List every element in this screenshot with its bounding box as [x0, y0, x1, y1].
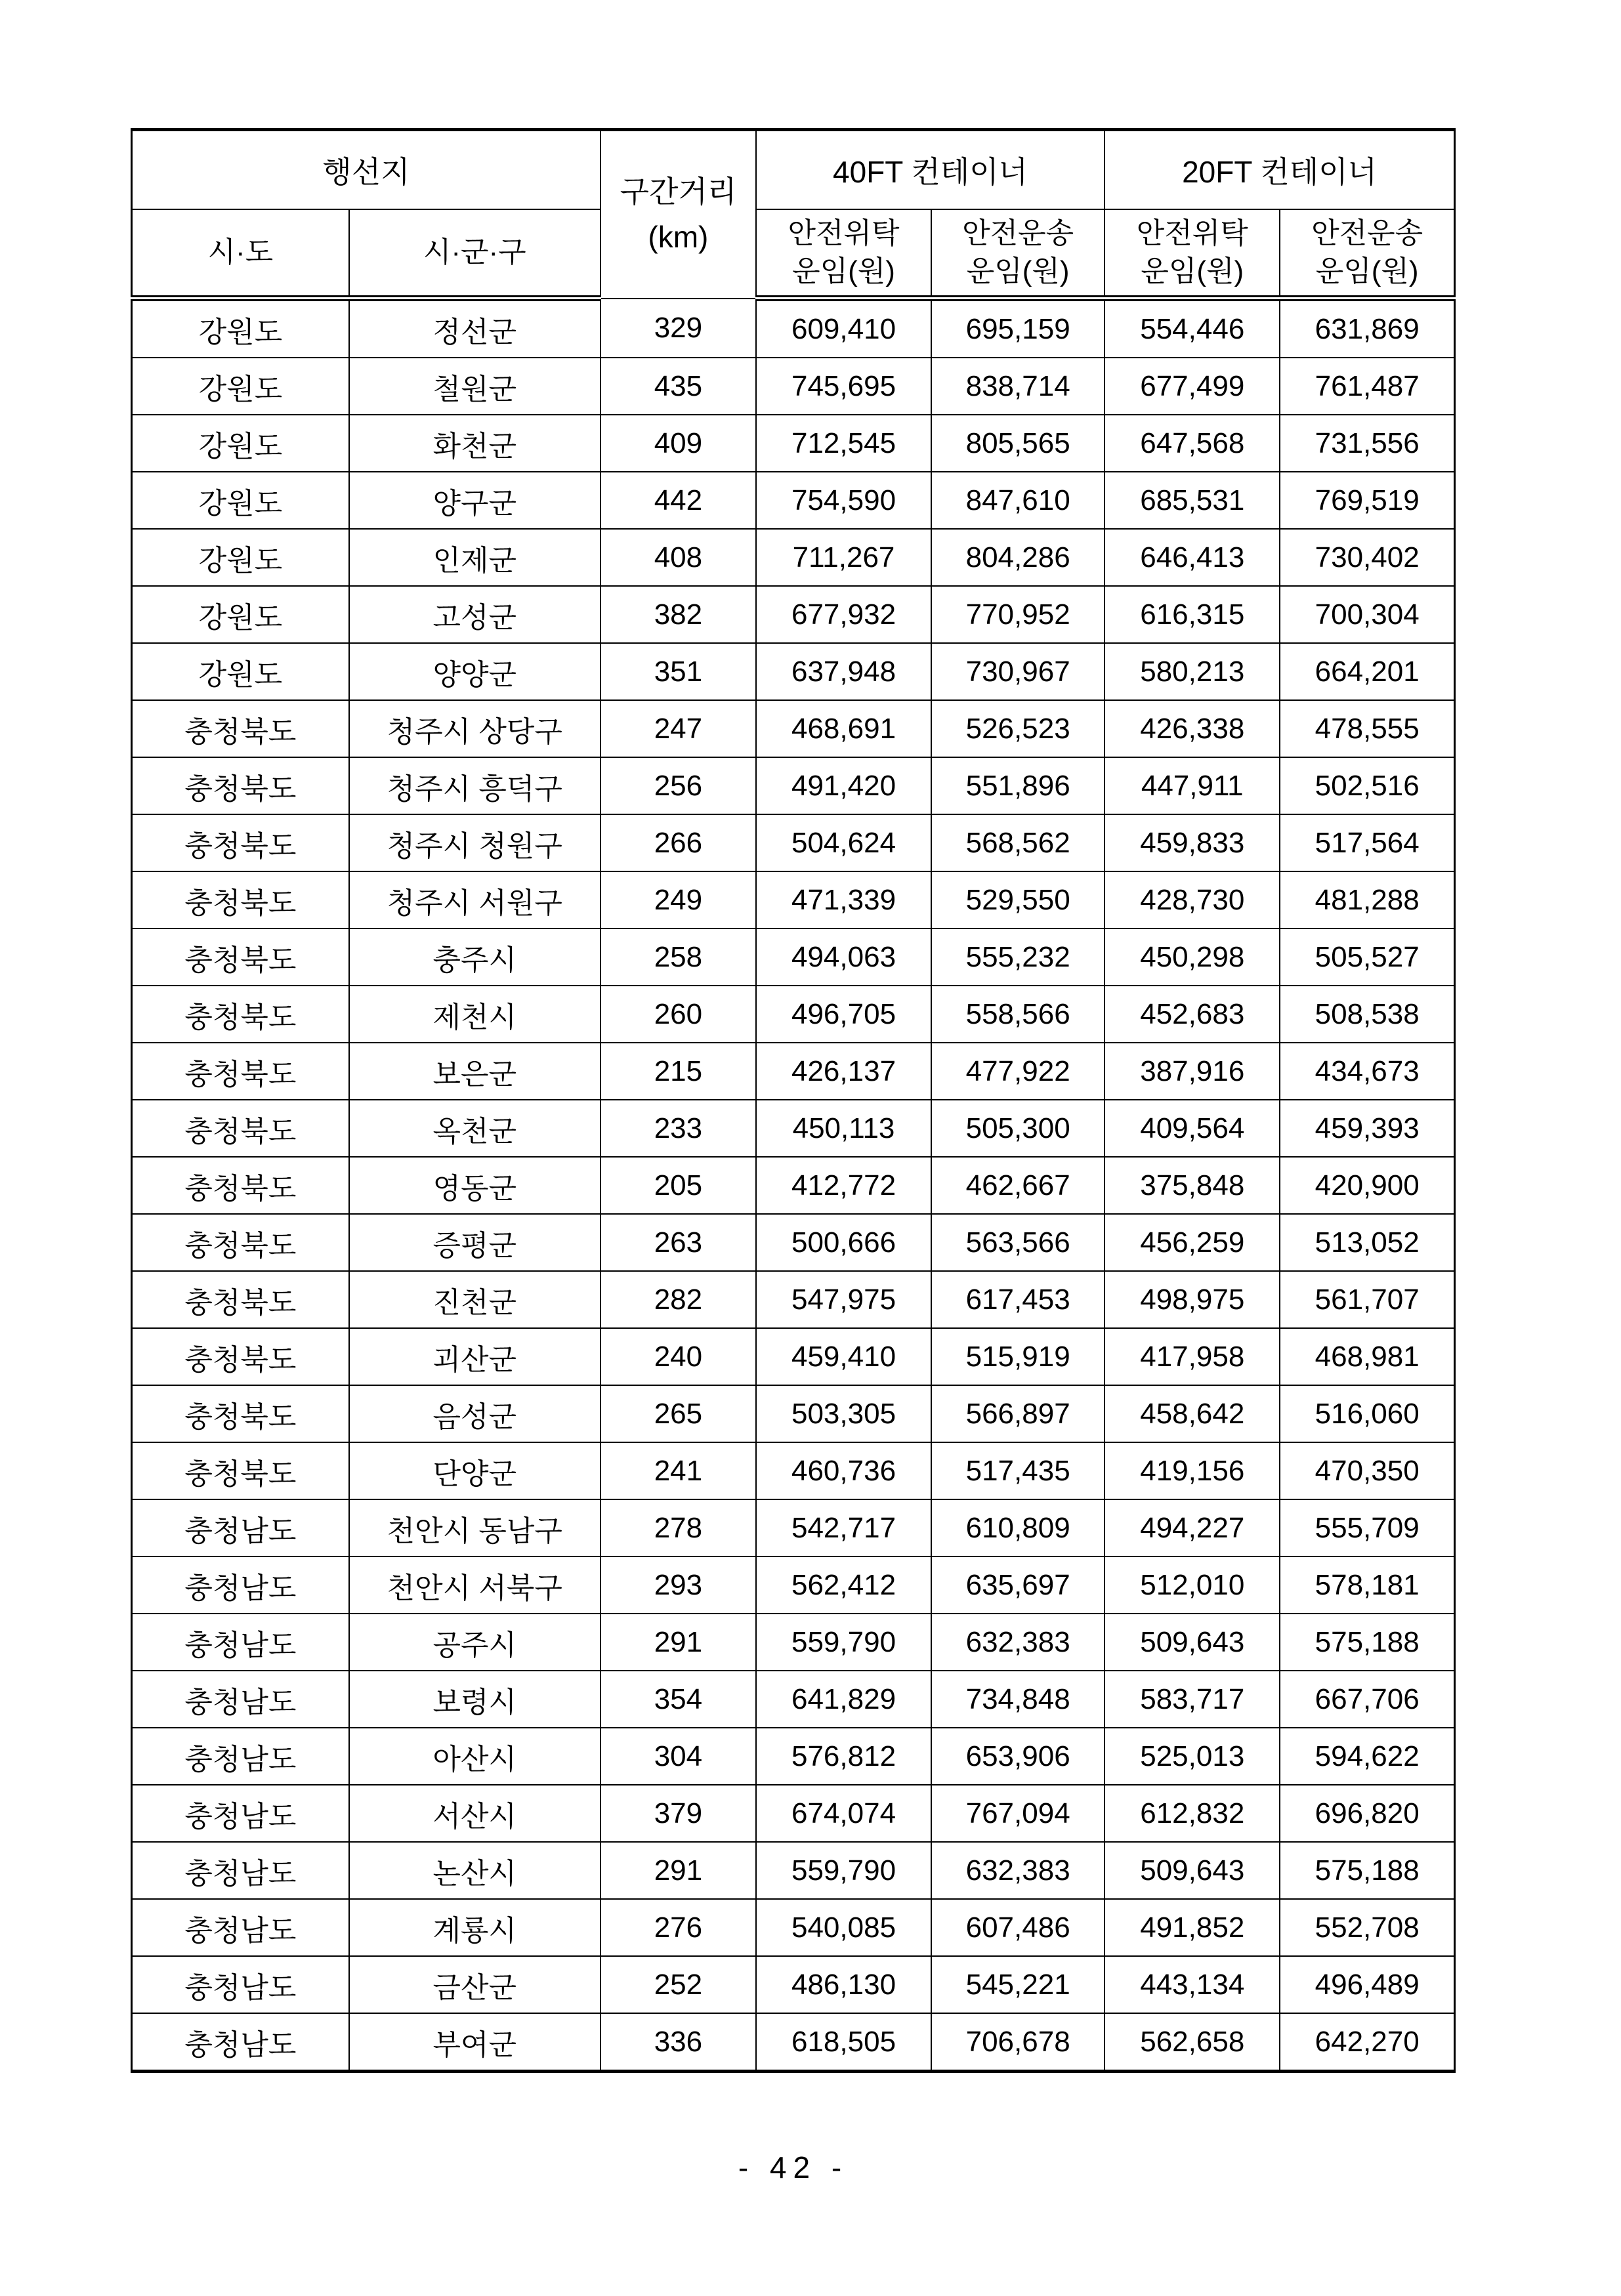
table-row	[132, 757, 1455, 814]
cell-sido: 충청북도	[132, 1328, 349, 1385]
table-row	[132, 415, 1455, 472]
cell-ft20-transport-fare: 459,393	[1280, 1100, 1454, 1157]
cell-ft20-entrust-fare: 580,213	[1105, 643, 1280, 700]
cell-sigungu: 정선군	[349, 299, 600, 358]
cell-sigungu: 청주시 상당구	[349, 700, 600, 757]
table-row	[132, 1385, 1455, 1442]
cell-ft20-transport-fare: 769,519	[1280, 472, 1454, 529]
header-40ft-transport-fare	[931, 209, 1105, 299]
header-40ft-entrust-line1: 안전위탁	[788, 217, 900, 249]
cell-sido: 충청남도	[132, 1499, 349, 1556]
cell-sido: 충청북도	[132, 1442, 349, 1499]
cell-sido: 충청남도	[132, 1614, 349, 1671]
cell-ft20-transport-fare: 496,489	[1280, 1956, 1454, 2013]
cell-ft40-transport-fare: 566,897	[931, 1385, 1105, 1442]
cell-ft40-transport-fare: 838,714	[931, 358, 1105, 415]
table-row	[132, 814, 1455, 871]
cell-distance-km: 435	[600, 358, 756, 415]
cell-sigungu: 금산군	[349, 1956, 600, 2013]
cell-ft40-transport-fare: 610,809	[931, 1499, 1105, 1556]
cell-distance-km: 409	[600, 415, 756, 472]
cell-sido: 충청북도	[132, 1271, 349, 1328]
cell-distance-km: 249	[600, 871, 756, 929]
cell-ft40-transport-fare: 526,523	[931, 700, 1105, 757]
header-destination-group: 행선지	[132, 130, 600, 210]
cell-ft40-entrust-fare: 496,705	[756, 986, 931, 1043]
header-40ft-entrust-fare	[756, 209, 931, 299]
cell-ft40-entrust-fare: 609,410	[756, 299, 931, 358]
cell-sigungu: 철원군	[349, 358, 600, 415]
cell-sido: 충청북도	[132, 986, 349, 1043]
cell-ft20-transport-fare: 731,556	[1280, 415, 1454, 472]
cell-sigungu: 청주시 서원구	[349, 871, 600, 929]
cell-ft20-entrust-fare: 452,683	[1105, 986, 1280, 1043]
header-distance-km	[600, 130, 756, 299]
cell-sigungu: 보령시	[349, 1671, 600, 1728]
table-row	[132, 1614, 1455, 1671]
cell-ft40-transport-fare: 706,678	[931, 2013, 1105, 2072]
cell-ft40-transport-fare: 632,383	[931, 1614, 1105, 1671]
cell-ft20-entrust-fare: 494,227	[1105, 1499, 1280, 1556]
cell-ft40-entrust-fare: 547,975	[756, 1271, 931, 1328]
cell-ft40-transport-fare: 505,300	[931, 1100, 1105, 1157]
cell-sigungu: 양구군	[349, 472, 600, 529]
cell-ft20-entrust-fare: 509,643	[1105, 1614, 1280, 1671]
cell-ft20-transport-fare: 502,516	[1280, 757, 1454, 814]
cell-sido: 충청남도	[132, 1556, 349, 1614]
cell-ft20-transport-fare: 517,564	[1280, 814, 1454, 871]
cell-ft40-entrust-fare: 637,948	[756, 643, 931, 700]
cell-sido: 충청남도	[132, 1899, 349, 1956]
cell-sido: 충청북도	[132, 1385, 349, 1442]
cell-ft40-entrust-fare: 500,666	[756, 1214, 931, 1271]
table-row	[132, 1671, 1455, 1728]
cell-distance-km: 304	[600, 1728, 756, 1785]
cell-sigungu: 천안시 서북구	[349, 1556, 600, 1614]
cell-ft40-entrust-fare: 712,545	[756, 415, 931, 472]
header-40ft-entrust-line2: 운임(원)	[792, 255, 895, 287]
cell-ft40-entrust-fare: 450,113	[756, 1100, 931, 1157]
cell-ft40-entrust-fare: 745,695	[756, 358, 931, 415]
cell-distance-km: 276	[600, 1899, 756, 1956]
header-20ft-entrust-line1: 안전위탁	[1136, 217, 1248, 249]
cell-sido: 충청남도	[132, 2013, 349, 2072]
cell-ft20-entrust-fare: 417,958	[1105, 1328, 1280, 1385]
cell-distance-km: 382	[600, 586, 756, 643]
cell-ft40-transport-fare: 568,562	[931, 814, 1105, 871]
cell-ft20-transport-fare: 478,555	[1280, 700, 1454, 757]
cell-ft40-transport-fare: 607,486	[931, 1899, 1105, 1956]
cell-ft40-entrust-fare: 459,410	[756, 1328, 931, 1385]
cell-sido: 강원도	[132, 299, 349, 358]
cell-ft20-entrust-fare: 562,658	[1105, 2013, 1280, 2072]
cell-ft20-entrust-fare: 616,315	[1105, 586, 1280, 643]
cell-sido: 강원도	[132, 358, 349, 415]
cell-distance-km: 258	[600, 929, 756, 986]
header-20ft-transport-line2: 운임(원)	[1315, 255, 1419, 287]
table-row	[132, 1157, 1455, 1214]
header-group-row	[132, 130, 1455, 210]
cell-ft20-transport-fare: 667,706	[1280, 1671, 1454, 1728]
table-row	[132, 529, 1455, 586]
cell-ft20-entrust-fare: 443,134	[1105, 1956, 1280, 2013]
cell-ft40-entrust-fare: 562,412	[756, 1556, 931, 1614]
cell-ft40-transport-fare: 695,159	[931, 299, 1105, 358]
cell-ft20-transport-fare: 664,201	[1280, 643, 1454, 700]
cell-ft20-transport-fare: 761,487	[1280, 358, 1454, 415]
cell-sido: 충청북도	[132, 1214, 349, 1271]
cell-sido: 강원도	[132, 415, 349, 472]
cell-ft40-transport-fare: 555,232	[931, 929, 1105, 986]
cell-sigungu: 부여군	[349, 2013, 600, 2072]
cell-ft20-transport-fare: 505,527	[1280, 929, 1454, 986]
table-row	[132, 986, 1455, 1043]
cell-ft40-transport-fare: 847,610	[931, 472, 1105, 529]
cell-ft40-entrust-fare: 559,790	[756, 1842, 931, 1899]
table-header	[132, 130, 1455, 299]
cell-sigungu: 아산시	[349, 1728, 600, 1785]
cell-sido: 강원도	[132, 586, 349, 643]
cell-sigungu: 제천시	[349, 986, 600, 1043]
header-40ft-container: 40FT 컨테이너	[756, 130, 1105, 210]
cell-ft40-entrust-fare: 486,130	[756, 1956, 931, 2013]
table-row	[132, 472, 1455, 529]
cell-distance-km: 215	[600, 1043, 756, 1100]
table-row	[132, 586, 1455, 643]
header-20ft-entrust-fare	[1105, 209, 1280, 299]
cell-ft40-transport-fare: 551,896	[931, 757, 1105, 814]
cell-ft20-transport-fare: 578,181	[1280, 1556, 1454, 1614]
header-40ft-transport-line2: 운임(원)	[966, 255, 1070, 287]
page-number: - 42 -	[738, 2150, 849, 2184]
header-sub-row	[132, 209, 1455, 299]
cell-ft20-transport-fare: 516,060	[1280, 1385, 1454, 1442]
cell-sido: 충청남도	[132, 1956, 349, 2013]
header-20ft-entrust-line2: 운임(원)	[1141, 255, 1244, 287]
table-row	[132, 1499, 1455, 1556]
cell-sido: 강원도	[132, 529, 349, 586]
cell-ft20-transport-fare: 552,708	[1280, 1899, 1454, 1956]
cell-ft20-transport-fare: 434,673	[1280, 1043, 1454, 1100]
cell-ft40-entrust-fare: 460,736	[756, 1442, 931, 1499]
table-row	[132, 929, 1455, 986]
cell-ft20-entrust-fare: 419,156	[1105, 1442, 1280, 1499]
header-20ft-container: 20FT 컨테이너	[1105, 130, 1454, 210]
cell-distance-km: 233	[600, 1100, 756, 1157]
cell-distance-km: 260	[600, 986, 756, 1043]
cell-distance-km: 329	[600, 299, 756, 358]
cell-sido: 충청북도	[132, 1043, 349, 1100]
cell-distance-km: 442	[600, 472, 756, 529]
cell-ft40-transport-fare: 770,952	[931, 586, 1105, 643]
cell-ft20-entrust-fare: 426,338	[1105, 700, 1280, 757]
cell-ft20-transport-fare: 470,350	[1280, 1442, 1454, 1499]
cell-ft40-entrust-fare: 426,137	[756, 1043, 931, 1100]
header-sigungu: 시·군·구	[349, 209, 600, 299]
cell-ft20-transport-fare: 700,304	[1280, 586, 1454, 643]
cell-distance-km: 205	[600, 1157, 756, 1214]
cell-ft20-entrust-fare: 554,446	[1105, 299, 1280, 358]
table-row	[132, 1328, 1455, 1385]
table-row	[132, 1214, 1455, 1271]
cell-sigungu: 논산시	[349, 1842, 600, 1899]
header-distance-line1: 구간거리	[620, 174, 737, 209]
cell-ft40-entrust-fare: 618,505	[756, 2013, 931, 2072]
cell-sido: 충청북도	[132, 1100, 349, 1157]
cell-ft20-entrust-fare: 409,564	[1105, 1100, 1280, 1157]
cell-distance-km: 351	[600, 643, 756, 700]
cell-ft20-transport-fare: 575,188	[1280, 1614, 1454, 1671]
cell-ft20-transport-fare: 575,188	[1280, 1842, 1454, 1899]
cell-sigungu: 진천군	[349, 1271, 600, 1328]
cell-distance-km: 278	[600, 1499, 756, 1556]
cell-ft20-entrust-fare: 456,259	[1105, 1214, 1280, 1271]
cell-ft20-entrust-fare: 525,013	[1105, 1728, 1280, 1785]
cell-sigungu: 음성군	[349, 1385, 600, 1442]
cell-sido: 충청남도	[132, 1842, 349, 1899]
cell-ft20-transport-fare: 631,869	[1280, 299, 1454, 358]
cell-ft20-entrust-fare: 450,298	[1105, 929, 1280, 986]
cell-distance-km: 266	[600, 814, 756, 871]
cell-distance-km: 256	[600, 757, 756, 814]
cell-ft40-entrust-fare: 542,717	[756, 1499, 931, 1556]
cell-ft20-transport-fare: 642,270	[1280, 2013, 1454, 2072]
cell-ft20-entrust-fare: 447,911	[1105, 757, 1280, 814]
cell-sido: 충청남도	[132, 1728, 349, 1785]
cell-ft20-transport-fare: 508,538	[1280, 986, 1454, 1043]
cell-ft40-transport-fare: 635,697	[931, 1556, 1105, 1614]
cell-ft40-transport-fare: 653,906	[931, 1728, 1105, 1785]
cell-ft40-entrust-fare: 491,420	[756, 757, 931, 814]
cell-ft20-transport-fare: 594,622	[1280, 1728, 1454, 1785]
cell-ft20-transport-fare: 481,288	[1280, 871, 1454, 929]
cell-ft40-transport-fare: 529,550	[931, 871, 1105, 929]
cell-ft40-transport-fare: 545,221	[931, 1956, 1105, 2013]
cell-distance-km: 291	[600, 1614, 756, 1671]
header-40ft-transport-line1: 안전운송	[962, 217, 1074, 249]
table-row	[132, 700, 1455, 757]
cell-sido: 충청북도	[132, 814, 349, 871]
cell-distance-km: 354	[600, 1671, 756, 1728]
cell-distance-km: 379	[600, 1785, 756, 1842]
cell-ft20-entrust-fare: 491,852	[1105, 1899, 1280, 1956]
cell-distance-km: 282	[600, 1271, 756, 1328]
cell-sigungu: 양양군	[349, 643, 600, 700]
cell-ft40-transport-fare: 515,919	[931, 1328, 1105, 1385]
cell-ft20-entrust-fare: 612,832	[1105, 1785, 1280, 1842]
cell-distance-km: 263	[600, 1214, 756, 1271]
header-sido: 시·도	[132, 209, 349, 299]
cell-ft40-transport-fare: 558,566	[931, 986, 1105, 1043]
cell-sido: 충청북도	[132, 700, 349, 757]
cell-ft20-entrust-fare: 375,848	[1105, 1157, 1280, 1214]
cell-ft40-transport-fare: 617,453	[931, 1271, 1105, 1328]
cell-sido: 충청북도	[132, 929, 349, 986]
table-row	[132, 1785, 1455, 1842]
cell-ft40-entrust-fare: 471,339	[756, 871, 931, 929]
cell-sido: 충청북도	[132, 1157, 349, 1214]
table-row	[132, 358, 1455, 415]
table-row	[132, 1043, 1455, 1100]
cell-sigungu: 화천군	[349, 415, 600, 472]
cell-sigungu: 계룡시	[349, 1899, 600, 1956]
cell-sido: 충청북도	[132, 757, 349, 814]
cell-ft20-entrust-fare: 685,531	[1105, 472, 1280, 529]
cell-ft40-transport-fare: 462,667	[931, 1157, 1105, 1214]
cell-distance-km: 336	[600, 2013, 756, 2072]
cell-sigungu: 청주시 청원구	[349, 814, 600, 871]
cell-sido: 충청남도	[132, 1785, 349, 1842]
cell-ft40-entrust-fare: 641,829	[756, 1671, 931, 1728]
cell-ft20-transport-fare: 730,402	[1280, 529, 1454, 586]
cell-sido: 강원도	[132, 472, 349, 529]
cell-sido: 충청북도	[132, 871, 349, 929]
cell-ft20-entrust-fare: 428,730	[1105, 871, 1280, 929]
cell-distance-km: 408	[600, 529, 756, 586]
table-row	[132, 643, 1455, 700]
table-row	[132, 1728, 1455, 1785]
cell-ft40-entrust-fare: 674,074	[756, 1785, 931, 1842]
header-distance-line2: (km)	[648, 219, 709, 254]
table-row	[132, 871, 1455, 929]
table-body	[132, 299, 1455, 2072]
cell-sigungu: 청주시 흥덕구	[349, 757, 600, 814]
cell-distance-km: 252	[600, 1956, 756, 2013]
table-row	[132, 1842, 1455, 1899]
cell-ft40-transport-fare: 563,566	[931, 1214, 1105, 1271]
cell-sigungu: 충주시	[349, 929, 600, 986]
cell-ft20-entrust-fare: 647,568	[1105, 415, 1280, 472]
cell-ft40-transport-fare: 804,286	[931, 529, 1105, 586]
cell-ft40-transport-fare: 767,094	[931, 1785, 1105, 1842]
cell-ft40-entrust-fare: 754,590	[756, 472, 931, 529]
cell-distance-km: 247	[600, 700, 756, 757]
cell-ft40-transport-fare: 477,922	[931, 1043, 1105, 1100]
table-row	[132, 1100, 1455, 1157]
table-row	[132, 1956, 1455, 2013]
header-20ft-transport-fare	[1280, 209, 1454, 299]
cell-ft40-entrust-fare: 494,063	[756, 929, 931, 986]
cell-distance-km: 240	[600, 1328, 756, 1385]
header-20ft-transport-line1: 안전운송	[1311, 217, 1423, 249]
table-row	[132, 1271, 1455, 1328]
table-row	[132, 1899, 1455, 1956]
cell-ft20-entrust-fare: 387,916	[1105, 1043, 1280, 1100]
cell-ft40-entrust-fare: 412,772	[756, 1157, 931, 1214]
cell-ft20-entrust-fare: 512,010	[1105, 1556, 1280, 1614]
cell-ft40-entrust-fare: 468,691	[756, 700, 931, 757]
cell-sigungu: 보은군	[349, 1043, 600, 1100]
cell-ft40-entrust-fare: 576,812	[756, 1728, 931, 1785]
cell-ft40-entrust-fare: 711,267	[756, 529, 931, 586]
cell-distance-km: 293	[600, 1556, 756, 1614]
cell-ft40-entrust-fare: 677,932	[756, 586, 931, 643]
table-row	[132, 1442, 1455, 1499]
cell-ft20-transport-fare: 561,707	[1280, 1271, 1454, 1328]
cell-ft20-entrust-fare: 509,643	[1105, 1842, 1280, 1899]
cell-ft20-transport-fare: 420,900	[1280, 1157, 1454, 1214]
cell-sigungu: 서산시	[349, 1785, 600, 1842]
cell-sigungu: 영동군	[349, 1157, 600, 1214]
cell-sigungu: 단양군	[349, 1442, 600, 1499]
container-fare-table	[131, 128, 1456, 2073]
cell-sigungu: 옥천군	[349, 1100, 600, 1157]
table-row	[132, 299, 1455, 358]
table-row	[132, 1556, 1455, 1614]
cell-distance-km: 241	[600, 1442, 756, 1499]
cell-ft40-entrust-fare: 503,305	[756, 1385, 931, 1442]
cell-ft20-transport-fare: 468,981	[1280, 1328, 1454, 1385]
cell-ft20-entrust-fare: 458,642	[1105, 1385, 1280, 1442]
cell-ft40-transport-fare: 730,967	[931, 643, 1105, 700]
cell-ft40-entrust-fare: 540,085	[756, 1899, 931, 1956]
cell-ft40-transport-fare: 805,565	[931, 415, 1105, 472]
cell-ft20-entrust-fare: 646,413	[1105, 529, 1280, 586]
cell-ft20-entrust-fare: 498,975	[1105, 1271, 1280, 1328]
cell-distance-km: 291	[600, 1842, 756, 1899]
cell-sigungu: 천안시 동남구	[349, 1499, 600, 1556]
table-row	[132, 2013, 1455, 2072]
cell-ft20-entrust-fare: 583,717	[1105, 1671, 1280, 1728]
cell-sigungu: 인제군	[349, 529, 600, 586]
cell-ft20-transport-fare: 696,820	[1280, 1785, 1454, 1842]
cell-sigungu: 괴산군	[349, 1328, 600, 1385]
cell-sigungu: 공주시	[349, 1614, 600, 1671]
cell-sido: 충청남도	[132, 1671, 349, 1728]
cell-ft40-entrust-fare: 504,624	[756, 814, 931, 871]
cell-ft20-entrust-fare: 459,833	[1105, 814, 1280, 871]
cell-ft20-transport-fare: 513,052	[1280, 1214, 1454, 1271]
cell-ft40-transport-fare: 734,848	[931, 1671, 1105, 1728]
cell-sido: 강원도	[132, 643, 349, 700]
cell-ft40-entrust-fare: 559,790	[756, 1614, 931, 1671]
cell-sigungu: 고성군	[349, 586, 600, 643]
cell-distance-km: 265	[600, 1385, 756, 1442]
cell-ft20-entrust-fare: 677,499	[1105, 358, 1280, 415]
cell-ft20-transport-fare: 555,709	[1280, 1499, 1454, 1556]
cell-sigungu: 증평군	[349, 1214, 600, 1271]
cell-ft40-transport-fare: 632,383	[931, 1842, 1105, 1899]
cell-ft40-transport-fare: 517,435	[931, 1442, 1105, 1499]
